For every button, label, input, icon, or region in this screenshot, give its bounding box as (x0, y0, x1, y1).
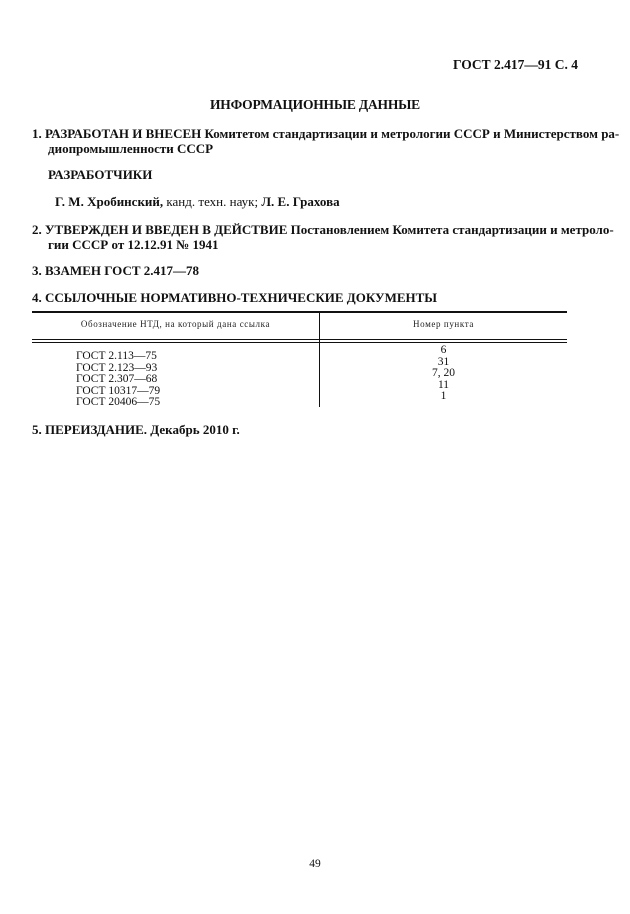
table-header-rule (32, 339, 567, 340)
table-cell-document: ГОСТ 2.123—93 (76, 361, 158, 374)
table-cell-clause: 7, 20 (432, 367, 455, 379)
table-column-documents (76, 351, 160, 409)
item-1-line-1: 1. РАЗРАБОТАН И ВНЕСЕН Комитетом стандартизации и метрологии СССР и Министерством ра- (32, 126, 620, 141)
table-cell-clause: 31 (437, 355, 450, 368)
table-cell-document: ГОСТ 10317—79 (76, 384, 161, 397)
table-cell-document: ГОСТ 2.113—75 (76, 350, 157, 362)
table-header-clause: Номер пункта (413, 319, 474, 329)
table-cell-clause: 6 (440, 344, 447, 356)
page-number: 49 (309, 858, 321, 870)
table-cell-clause: 11 (437, 378, 450, 391)
developer-degree-1: канд. техн. наук; (163, 194, 259, 209)
document-reference-header: ГОСТ 2.417—91 С. 4 (452, 57, 578, 72)
item-2-line-1: 2. УТВЕРЖДЕН И ВВЕДЕН В ДЕЙСТВИЕ Постановлением Комитета стандартизации и метроло- (32, 222, 614, 237)
item-4: 4. ССЫЛОЧНЫЕ НОРМАТИВНО-ТЕХНИЧЕСКИЕ ДОКУМЕНТЫ (32, 290, 438, 305)
developer-name-1: Г. М. Хробинский, (55, 194, 164, 209)
developer-name-2: Л. Е. Грахова (258, 194, 340, 209)
item-5: 5. ПЕРЕИЗДАНИЕ. Декабрь 2010 г. (32, 422, 240, 437)
table-cell-document: ГОСТ 2.307—68 (76, 373, 158, 385)
table-header-rule-2 (32, 342, 567, 343)
table-column-clauses (320, 345, 567, 403)
references-table (32, 311, 567, 407)
item-2-line-2: гии СССР от 12.12.91 № 1941 (48, 237, 219, 252)
item-3: 3. ВЗАМЕН ГОСТ 2.417—78 (32, 263, 200, 278)
table-cell-clause: 1 (440, 390, 447, 402)
table-cell-document: ГОСТ 20406—75 (76, 396, 161, 408)
table-header-document: Обозначение НТД, на который дана ссылка (80, 319, 271, 329)
developers-heading: РАЗРАБОТЧИКИ (48, 167, 153, 182)
table-top-rule (32, 311, 567, 313)
developers-list (55, 194, 340, 210)
page-title: ИНФОРМАЦИОННЫЕ ДАННЫЕ (210, 97, 420, 112)
item-1-line-2: диопромышленности СССР (48, 141, 214, 156)
